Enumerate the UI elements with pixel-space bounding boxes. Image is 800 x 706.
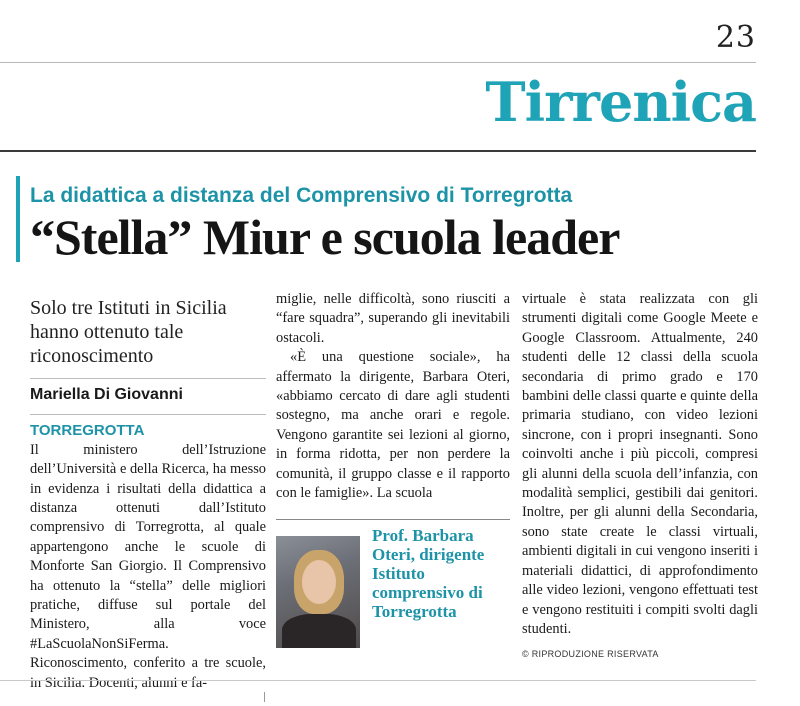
portrait-photo [276, 536, 360, 648]
page-number: 23 [715, 20, 756, 55]
page-tick-mark [264, 692, 265, 702]
photo-caption: Prof. Barbara Oteri, dirigente Istituto comprensivo di Torregrotta [372, 526, 485, 622]
article-kicker: La didattica a distanza del Comprensivo di Torregrotta [30, 184, 573, 207]
article-summary: Solo tre Istituti in Sicilia hanno ottenuto tale riconoscimento [30, 297, 227, 367]
top-divider [0, 62, 756, 63]
article-body-col3: virtuale è stata realizzata con gli strumenti digitali come Google Meete e Google Classroom. Attualmente, 240 studenti delle 12 classi della scuola secondaria di primo grado e 170 bambini delle classi quarte e quinte della primaria studiano, con video lezioni sincrone, con i propri insegnanti. Sono coinvolti anche i più piccoli, compresi gli alunni della scuola dell’infanzia, con modalità semplici, gestibili dai genitori. Inoltre, per gli alunni della Secondaria, sono state create le classi virtuali, ambienti digitali in cui vengono inseriti i materiali didattici, di approfondimento alle video lezioni, vengono effettuati test e vengono restituiti i compiti svolti dagli studenti. [522, 291, 758, 637]
article-column-1 [30, 290, 266, 693]
article-body-col1: Il ministero dell’Istruzione dell’Università e della Ricerca, ha messo in evidenza i risultati della didattica a distanza ottenuti dall’Istituto comprensivo di Torregrotta, al quale appartengono anche le scuole di Monforte San Giorgio. Il Comprensivo ha ottenuto la “stella” delle migliori pratiche, diffuse sul portale del Ministero, alla voce #LaScuolaNonSiFerma. Riconoscimento, conferito a tre scuole, in Sicilia. Docenti, alunni e fa- [30, 441, 266, 691]
section-title: Tirrenica [485, 70, 756, 134]
article-body-col2-p1: miglie, nelle difficoltà, sono riusciti a “fare squadra”, superando gli inevitabili ostacoli. [276, 291, 510, 346]
article-column-3 [522, 290, 758, 665]
article-column-2 [276, 290, 510, 660]
photo-caption-block [276, 519, 510, 660]
section-divider [0, 150, 756, 152]
article-body-col2-p2: «È una questione sociale», ha affermato la dirigente, Barbara Oteri, «abbiamo cercato di dare agli studenti sostegno, ma anche orari e regole. Vengono garantite sei lezioni al giorno, in forma ridotta, per non perdere la comunità, il gruppo classe e il rapporto con le famiglie». La scuola [276, 349, 510, 502]
article-location: TORREGROTTA [30, 414, 266, 440]
copyright-notice: © RIPRODUZIONE RISERVATA [522, 649, 659, 660]
article-headline: “Stella” Miur e scuola leader [30, 209, 620, 265]
kicker-accent-bar [16, 176, 20, 262]
article-author: Mariella Di Giovanni [30, 378, 266, 404]
bottom-divider [0, 680, 756, 681]
